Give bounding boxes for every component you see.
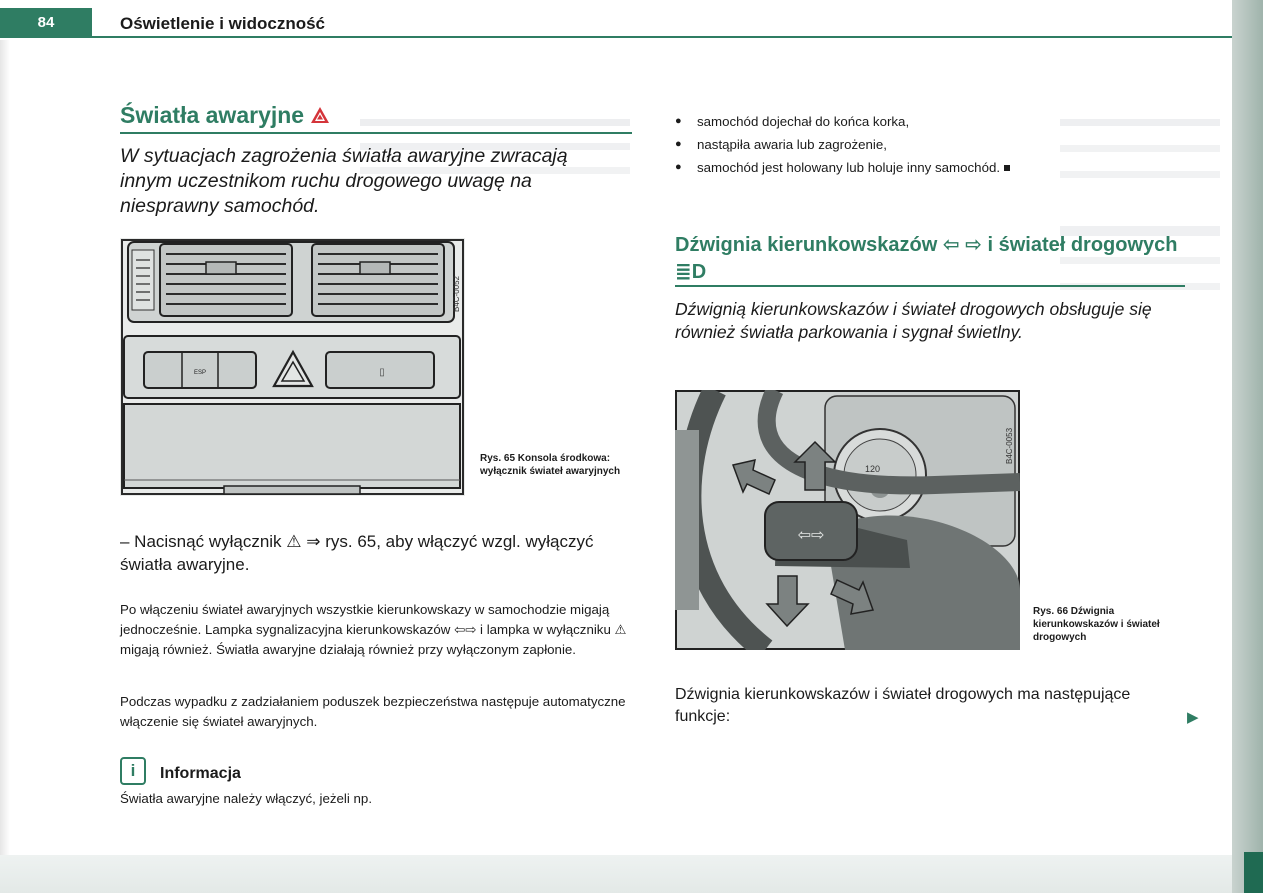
chapter-tab-mark [1244,852,1263,893]
body-paragraph-3: Dźwignia kierunkowskazów i świateł drogowych ma następujące funkcje: [675,686,1131,725]
info-title: Informacja [160,765,241,782]
header-rule [92,36,1232,38]
page-bottom-band [0,855,1232,893]
section-intro: W sytuacjach zagrożenia światła awaryjne zwracają innym uczestnikom ruchu drogowego uwagę na niesprawny samochód. [120,145,568,217]
list-item: ● nastąpiła awaria lub zagrożenie, [675,133,1195,156]
hazard-bullet-list [675,110,1195,179]
figure-center-console [120,238,465,496]
step-instruction: – Nacisnąć wyłącznik ⚠ ⇒ rys. 65, aby włączyć wzgl. wyłączyć światła awaryjne. [120,532,594,574]
section-end-mark [1004,165,1010,171]
next-page-arrow-icon: ▶ [1187,709,1199,726]
hazard-triangle-icon [310,106,330,124]
figure-code-65: B4C-0052 [452,275,461,312]
page-right-edge [1232,0,1263,893]
svg-text:ESP: ESP [193,370,207,376]
svg-text:120: 120 [865,464,881,474]
info-text: Światła awaryjne należy włączyć, jeżeli np. [120,791,373,806]
page-number: 84 [37,14,55,31]
chapter-title: Oświetlenie i widoczność [120,14,325,33]
figure-turn-signal-lever [675,390,1020,650]
section-rule-2 [675,285,1185,287]
list-item: ● samochód jest holowany lub holuje inny samochód. [675,156,1195,179]
page-left-edge [0,40,10,855]
section-intro-2: Dźwignią kierunkowskazów i świateł drogowych obsługuje się również światła parkowania i sygnał świetlny. [675,299,1152,342]
svg-text:⇦⇨: ⇦⇨ [797,525,825,544]
section-title-hazard: Światła awaryjne [120,102,330,129]
section-rule [120,132,632,134]
list-item: ● samochód dojechał do końca korka, [675,110,1195,133]
body-paragraph-2: Podczas wypadku z zadziałaniem poduszek bezpieczeństwa następuje automatyczne włączenie się świateł awaryjnych. [120,694,626,729]
info-icon: i [120,757,146,785]
figure-caption-65: Rys. 65 Konsola środkowa: wyłącznik świateł awaryjnych [480,453,621,477]
body-paragraph-1: Po włączeniu świateł awaryjnych wszystkie kierunkowskazy w samochodzie migają jednocześnie. Lampka sygnalizacyjna kierunkowskazów ⇦⇨ i lampka w wyłączniku ⚠ migają również. Światła awaryjne działają również przy wyłączonym zapłonie. [120,602,627,657]
svg-text:▯: ▯ [379,367,385,378]
figure-caption-66: Rys. 66 Dźwignia kierunkowskazów i świateł drogowych [1033,606,1160,643]
svg-text:60: 60 [858,482,869,492]
section-title-lever: Dźwignia kierunkowskazów ⇦ ⇨ i świateł drogowych ≣D [675,234,1178,283]
svg-text:180: 180 [896,482,912,492]
figure-code-66: B4C-0053 [1005,427,1014,464]
